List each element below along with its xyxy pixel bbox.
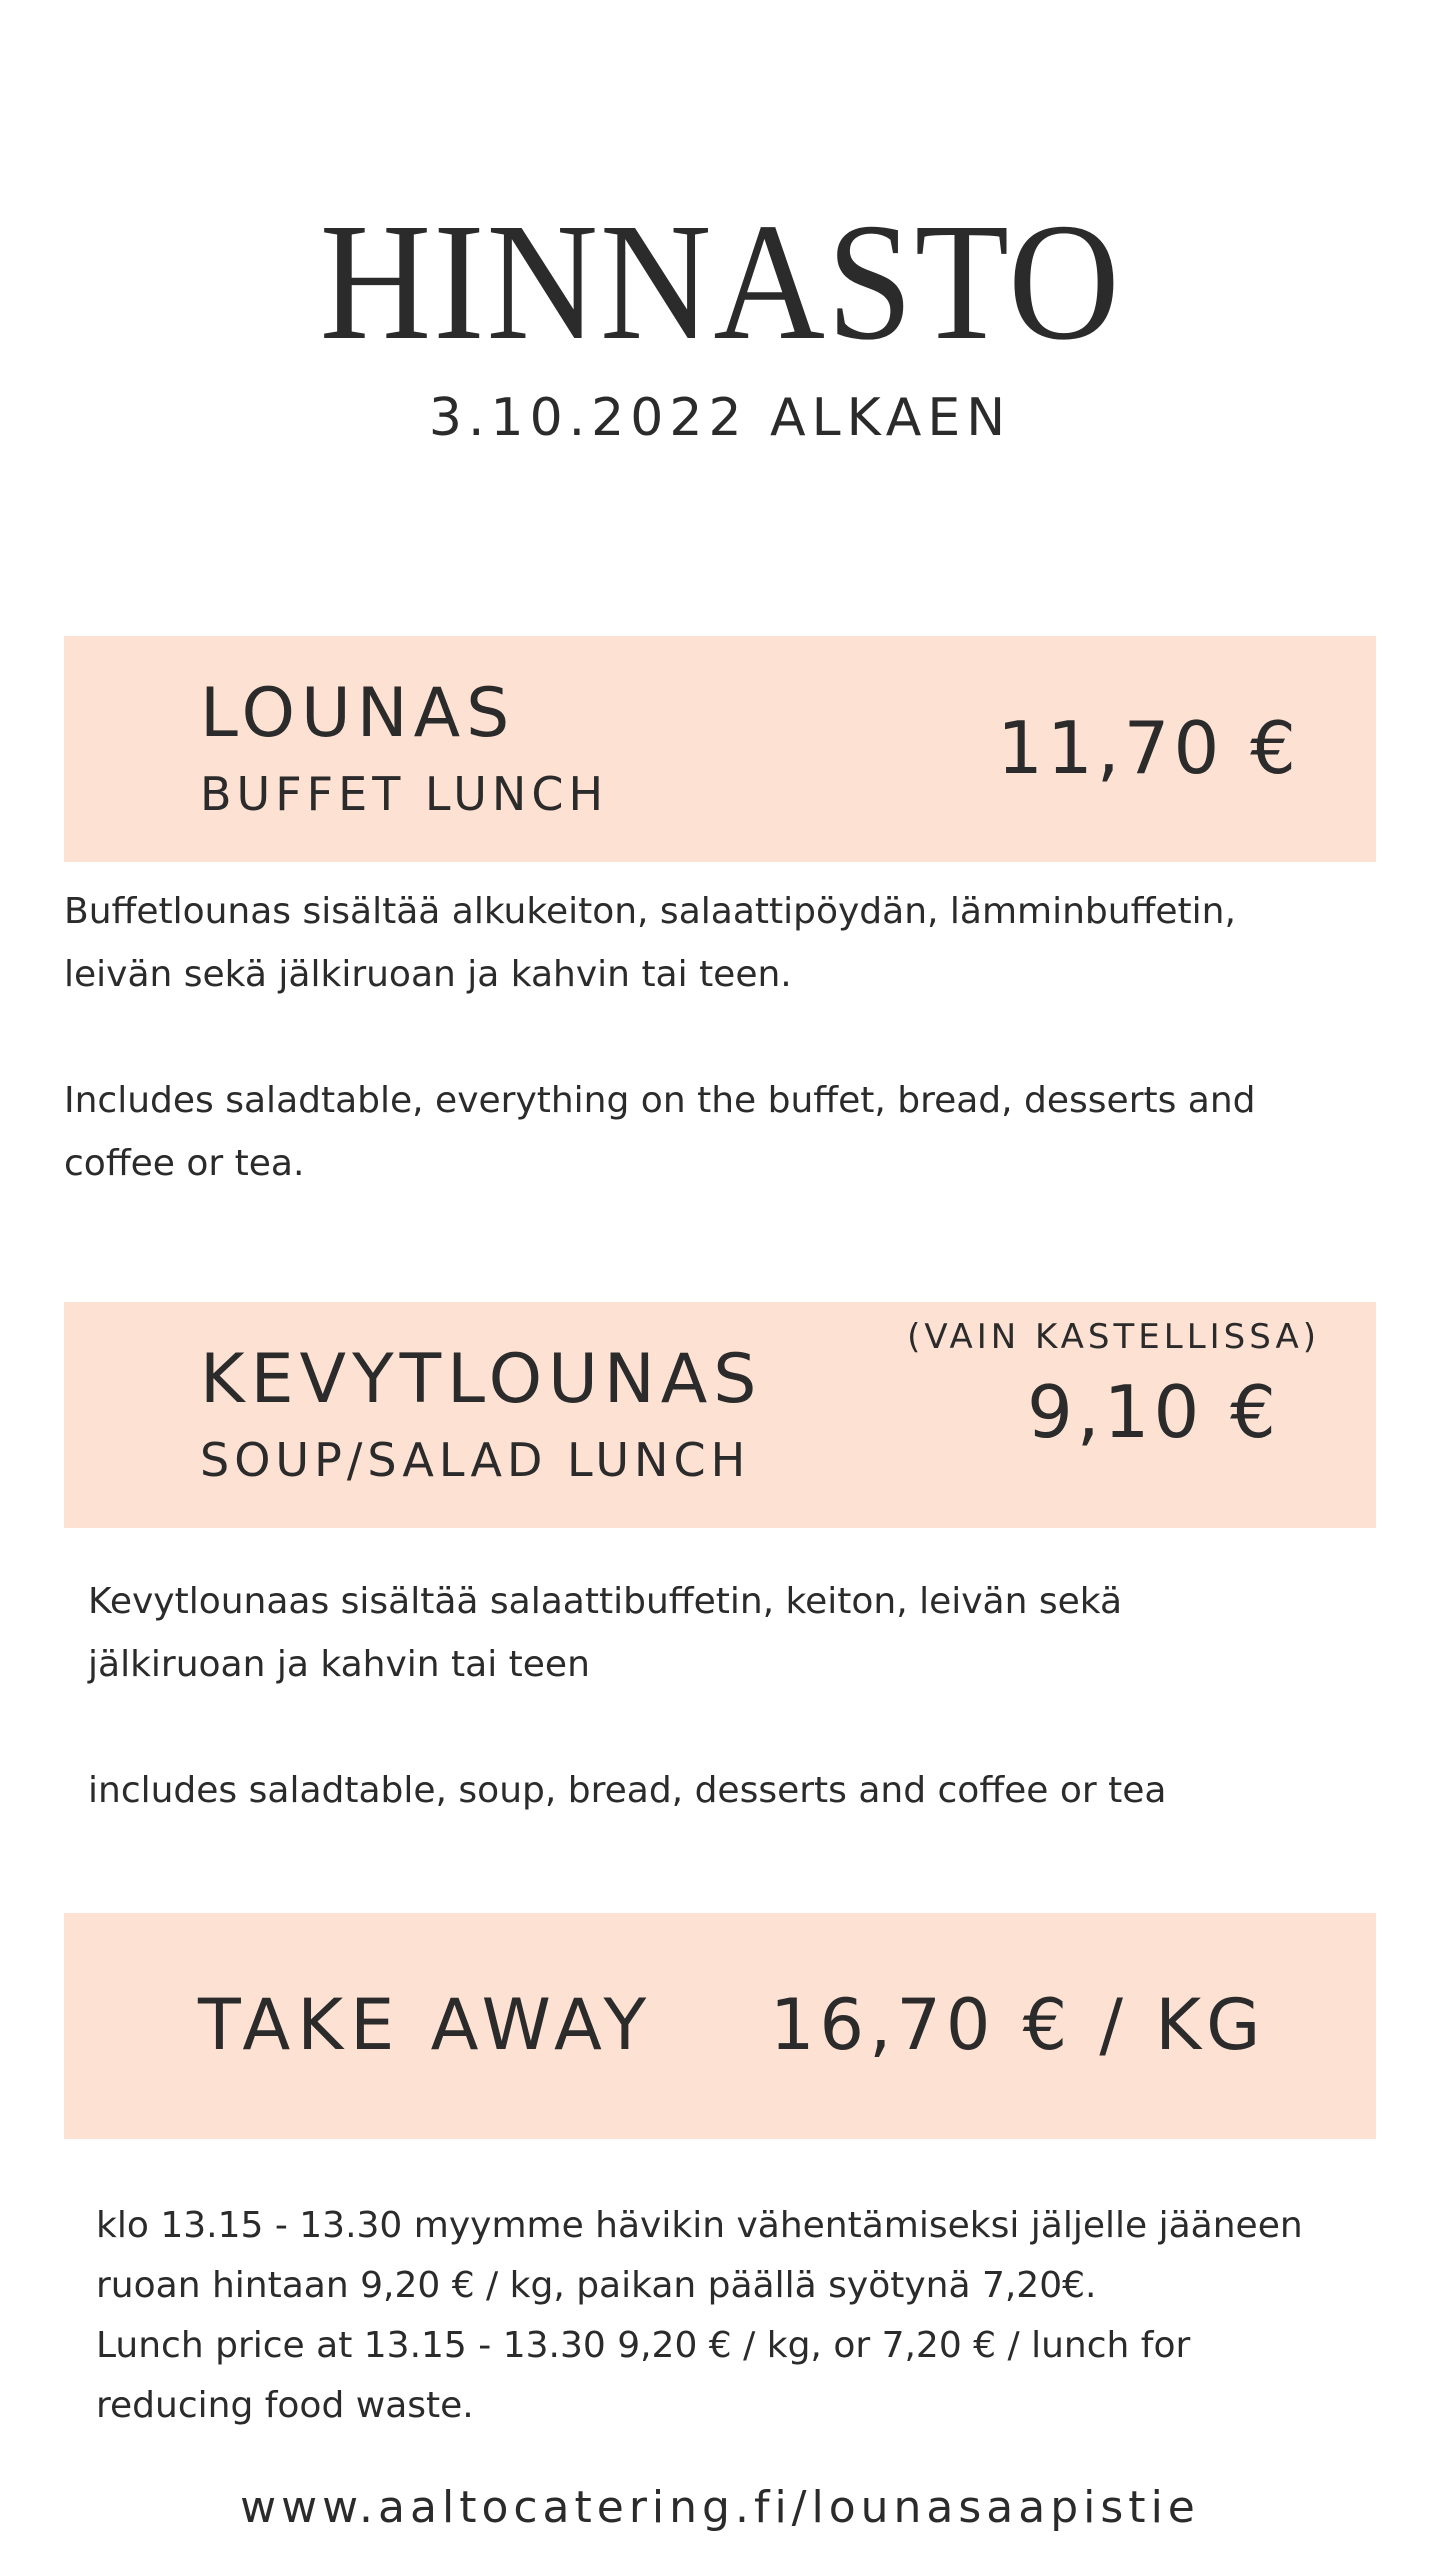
lounas-description-fi-line: Buffetlounas sisältää alkukeiton, salaattipöydän, lämminbuffetin, [64, 891, 1236, 932]
lounas-heading: LOUNAS [200, 674, 516, 753]
valid-from-subtitle: 3.10.2022 ALKAEN [428, 388, 1012, 448]
lounas-price: 11,70 € [997, 706, 1300, 790]
take-away-info-line: klo 13.15 - 13.30 myymme hävikin vähentämiseksi jäljelle jääneen [96, 2205, 1303, 2246]
kevytlounas-subheading: SOUP/SALAD LUNCH [200, 1433, 751, 1487]
take-away-info-line: reducing food waste. [96, 2385, 474, 2426]
take-away-info-line: Lunch price at 13.15 - 13.30 9,20 € / kg, or 7,20 € / lunch for [96, 2325, 1191, 2366]
kevytlounas-description-fi-line: jälkiruoan ja kahvin tai teen [88, 1644, 590, 1685]
lounas-description-en-line: coffee or tea. [64, 1143, 305, 1184]
website-url: www.aaltocatering.fi/lounasaapistie [240, 2482, 1200, 2533]
take-away-label: TAKE AWAY [198, 1984, 654, 2066]
kevytlounas-description-fi-line: Kevytlounaas sisältää salaattibuffetin, keiton, leivän sekä [88, 1581, 1123, 1622]
take-away-price: 16,70 € / KG [770, 1984, 1266, 2066]
kevytlounas-location-note: (VAIN KASTELLISSA) [907, 1317, 1320, 1357]
take-away-price-band [64, 1913, 1376, 2139]
paragraph-spacer [88, 1696, 1418, 1759]
lounas-subheading: BUFFET LUNCH [200, 767, 609, 821]
kevytlounas-price-band [64, 1302, 1376, 1528]
take-away-info-line: ruoan hintaan 9,20 € / kg, paikan päällä syötynä 7,20€. [96, 2265, 1097, 2306]
kevytlounas-description [88, 1570, 1418, 1822]
lounas-description-fi-line: leivän sekä jälkiruoan ja kahvin tai teen. [64, 954, 792, 995]
kevytlounas-heading: KEVYTLOUNAS [200, 1340, 763, 1419]
page-title: HINNASTO [319, 189, 1122, 375]
lounas-price-band [64, 636, 1376, 862]
paragraph-spacer [64, 1006, 1394, 1069]
kevytlounas-description-en-line: includes saladtable, soup, bread, desserts and coffee or tea [88, 1770, 1167, 1811]
lounas-description [64, 880, 1394, 1195]
kevytlounas-price: 9,10 € [1026, 1370, 1280, 1454]
lounas-description-en-line: Includes saladtable, everything on the buffet, bread, desserts and [64, 1080, 1256, 1121]
take-away-info [96, 2196, 1426, 2436]
